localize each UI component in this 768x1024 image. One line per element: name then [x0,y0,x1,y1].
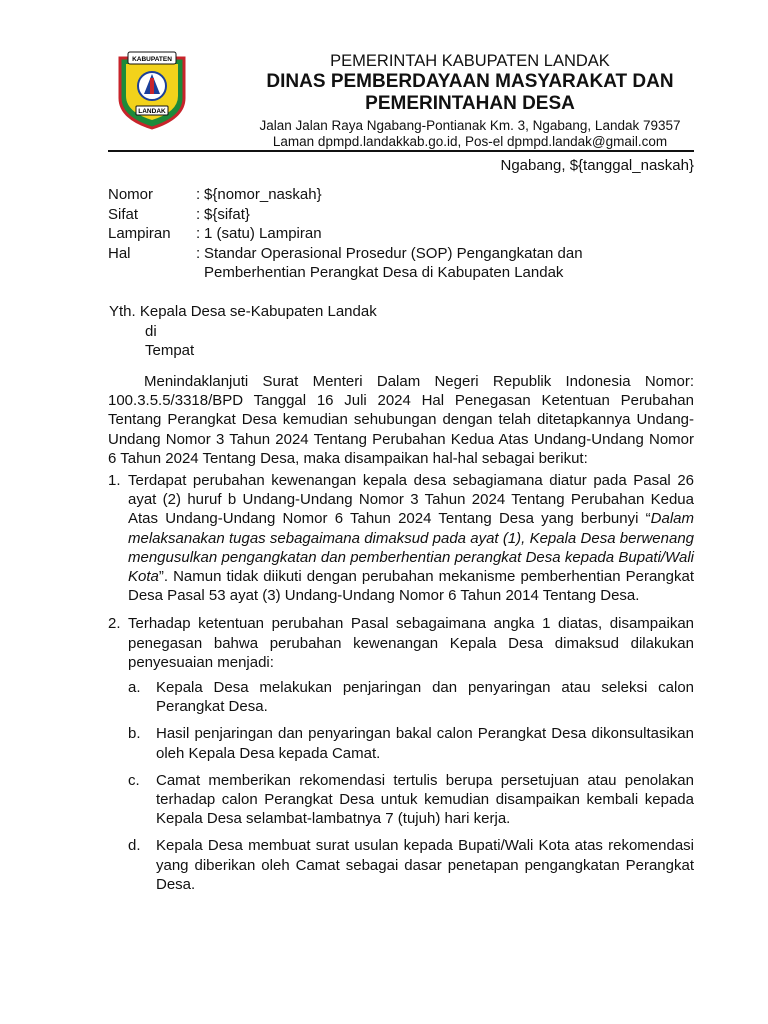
meta-value: ${sifat} [204,205,250,223]
meta-row-nomor [108,185,704,205]
letterhead [200,52,740,150]
sub-item-letter: a. [128,679,141,697]
letterhead-divider [108,150,694,152]
item-text-post: ”. Namun tidak diikuti dengan perubahan mekanisme pemberhentian Perangkat Desa Pasal 53 ayat (3) Undang-Undang Nomor 6 Tahun 2014 Tentang Desa. [128,568,694,605]
addressee-recipient: Yth. Kepala Desa se-Kabupaten Landak [109,303,377,320]
letterhead-contact: Laman dpmpd.landakkab.go.id, Pos-el dpmpd.landak@gmail.com [272,134,668,149]
meta-row-sifat [108,205,704,225]
meta-sep: : [196,244,201,262]
item-quote: Dalam melaksanakan tugas sebagaimana dimaksud pada ayat (1), Kepala Desa berwenang mengusulkan pengangkatan dan pemberhentian perangkat Desa kepada Bupati/Wali Kota [128,510,694,586]
meta-row-lampiran [108,224,704,244]
item-number: 2. [108,615,121,633]
meta-sep: : [196,186,201,203]
sub-item-text: Kepala Desa melakukan penjaringan dan penyaringan atau seleksi calon Perangkat Desa. [156,679,694,716]
sub-item-letter: b. [128,725,141,743]
sub-item [128,836,694,894]
sub-item-text: Camat memberikan rekomendasi tertulis berupa persetujuan atau penolakan terhadap calon Perangkat Desa untuk kemudian disampaikan kembali kepada Kepala Desa selambat-lambatnya 7 (tujuh) hari kerja. [156,771,694,828]
letter-date: Ngabang, ${tanggal_naskah} [500,157,694,174]
sub-item-text: Hasil penjaringan dan penyaringan bakal calon Perangkat Desa dikonsultasikan oleh Kepala Desa kepada Camat. [156,725,694,762]
meta-key: Lampiran [108,225,171,242]
letterhead-address: Jalan Jalan Raya Ngabang-Pontianak Km. 3, Ngabang, Landak 79357 [259,118,681,133]
meta-key: Nomor [108,186,154,203]
meta-sep: : [196,225,201,242]
sub-item [128,678,694,716]
meta-key: Sifat [108,205,139,223]
svg-text:LANDAK: LANDAK [138,108,166,115]
svg-text:KABUPATEN: KABUPATEN [132,56,172,63]
addressee-block [109,302,377,361]
item-text: Terhadap ketentuan perubahan Pasal sebagaimana angka 1 diatas, disampaikan penegasan bahwa perubahan kewenangan Kepala Desa dimaksud dilakukan penyesuaian menjadi: [128,615,694,671]
addressee-place: Tempat [145,342,195,359]
addressee-di: di [145,322,157,340]
letter-body [108,372,694,894]
meta-value: Standar Operasional Prosedur (SOP) Pengangkatan dan Pemberhentian Perangkat Desa di Kabupaten Landak [204,244,583,281]
meta-row-hal [108,244,704,283]
sub-item-letter: c. [128,771,140,789]
meta-key: Hal [108,244,131,262]
letterhead-agency-line2: PEMERINTAHAN DESA [365,93,575,114]
letter-metadata [108,185,704,283]
item-number: 1. [108,472,121,490]
sub-item [128,724,694,762]
opening-paragraph: Menindaklanjuti Surat Menteri Dalam Negeri Republik Indonesia Nomor: 100.3.5.5/3318/BPD Tanggal 16 Juli 2024 Hal Penegasan Ketentuan Perubahan Tentang Perangkat Desa kemudian sehubungan dengan telah ditetapkannya Undang-Undang Nomor 3 Tahun 2024 Tentang Perubahan Kedua Atas Undang-Undang Nomor 6 Tahun 2024 Tentang Desa, maka disampaikan hal-hal sebagai berikut: [108,373,694,467]
sub-item-text: Kepala Desa membuat surat usulan kepada Bupati/Wali Kota atas rekomendasi yang diberikan oleh Camat sebagai dasar penetapan pengangkatan Perangkat Desa. [156,837,694,893]
item-text-pre: Terdapat perubahan kewenangan kepala desa sebagiamana diatur pada Pasal 26 ayat (2) huruf b Undang-Undang Nomor 3 Tahun 2024 Tentang Perubahan Kedua Atas Undang-Undang Nomor 6 Tahun 2024 Tentang Desa yang berbunyi “ [128,472,694,528]
letterhead-agency-line1: DINAS PEMBERDAYAAN MASYARAKAT DAN [266,71,674,92]
sub-item [128,771,694,829]
list-item [108,471,694,605]
meta-value: 1 (satu) Lampiran [204,225,322,242]
sub-item-letter: d. [128,837,141,855]
landak-regency-emblem [114,48,190,130]
meta-value: ${nomor_naskah} [204,186,322,203]
meta-sep: : [196,205,201,223]
item-text [128,471,694,605]
letterhead-government: PEMERINTAH KABUPATEN LANDAK [330,52,610,70]
list-item [108,614,694,672]
